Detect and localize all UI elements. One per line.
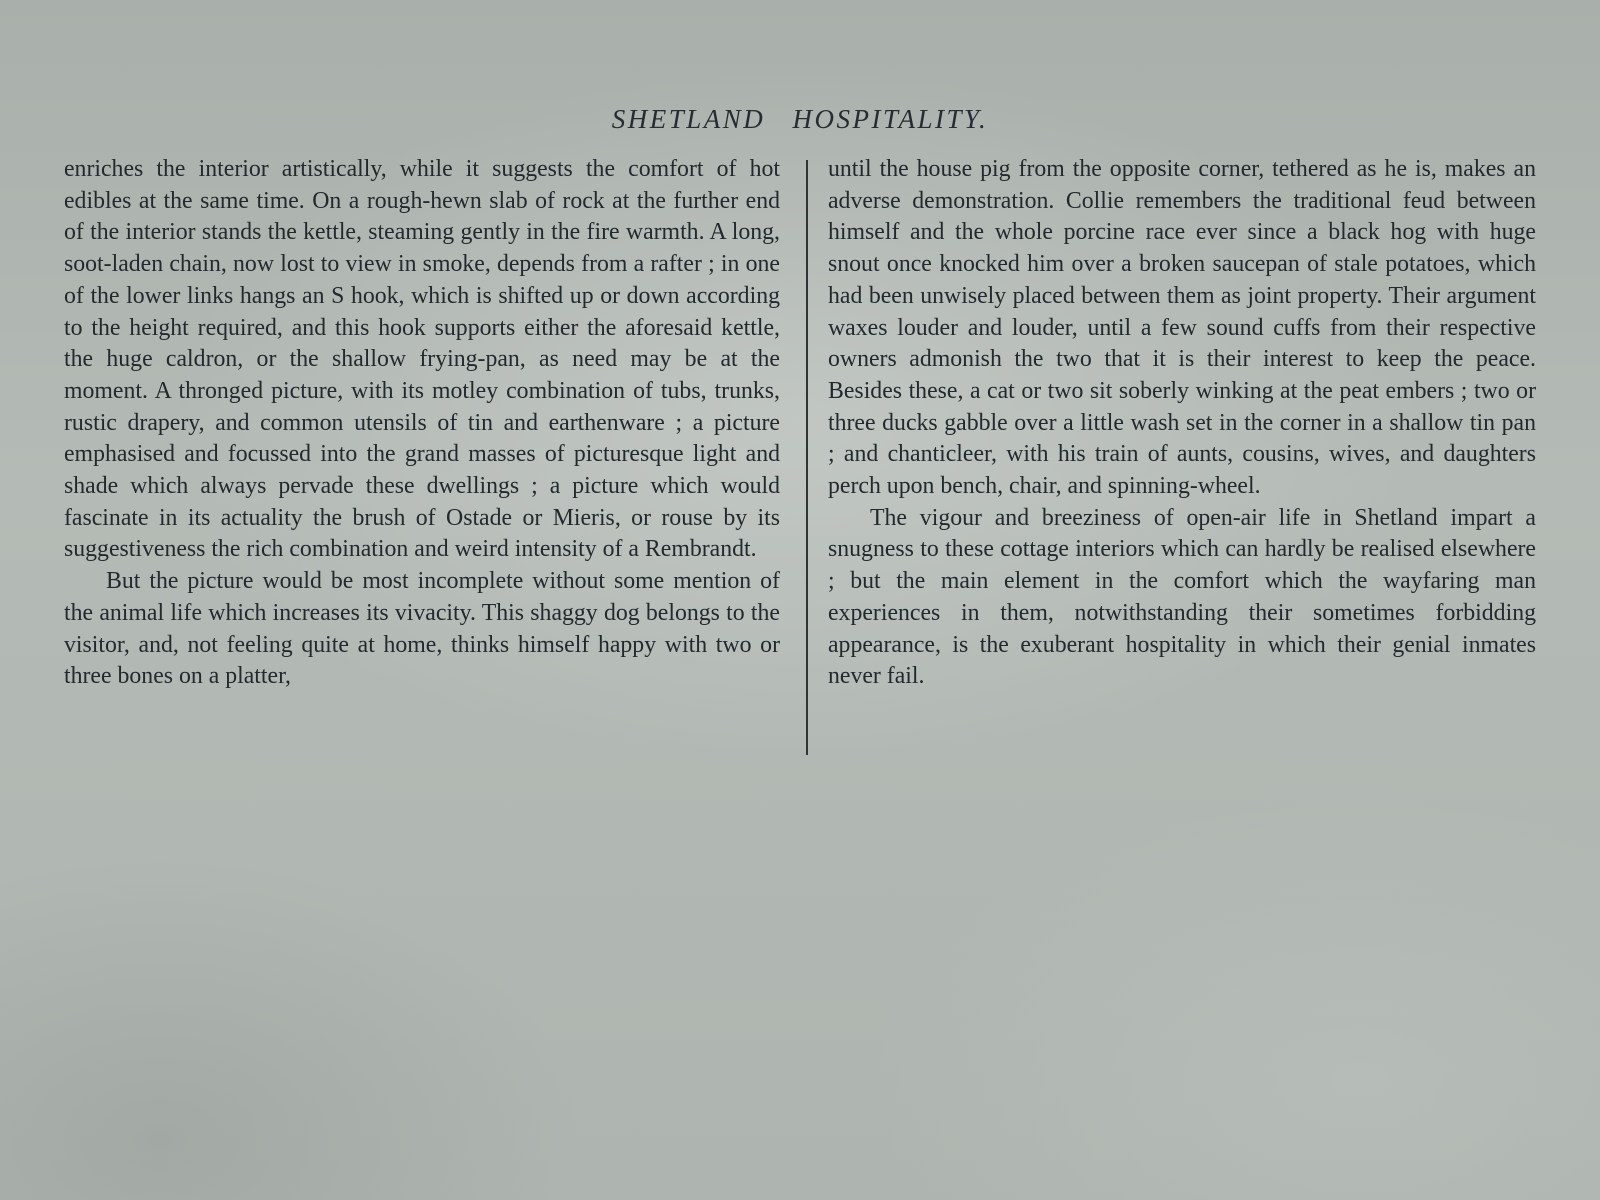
paragraph: But the picture would be most incomplete without some mention of the animal life which increases its vivacity. This shaggy dog belongs to the visitor, and, not feeling quite at home, thinks himself happy with two or three bones on a platter, bbox=[64, 568, 780, 690]
running-head: SHETLAND HOSPITALITY. bbox=[611, 104, 989, 134]
paragraph: until the house pig from the opposite corner, tethered as he is, makes an adverse demonstration. Collie remembers the traditional feud between himself and the whole porcine race ever since a black hog with huge snout once knocked him over a broken saucepan of stale potatoes, which had been unwisely placed between them as joint property. Their argument waxes louder and louder, until a few sound cuffs from their respective owners admonish the two that it is their interest to keep the peace. Besides these, a cat or two sit soberly winking at the peat embers ; two or three ducks gabble over a little wash set in the corner in a shallow tin pan ; and chanticleer, with his train of aunts, cousins, wives, and daughters perch upon bench, chair, and spinning-wheel. bbox=[828, 156, 1536, 500]
paragraph: The vigour and breeziness of open-air life in Shetland impart a snugness to these cottage interiors which can hardly be realised elsewhere ; but the main element in the comfort which the wayfaring man experiences in them, notwithstanding their sometimes forbidding appearance, is the exuberant hospitality in which their genial inmates never fail. bbox=[828, 504, 1536, 690]
column-divider bbox=[806, 160, 808, 755]
paragraph: enriches the interior artistically, while it suggests the comfort of hot edibles at the same time. On a rough-hewn slab of rock at the further end of the interior stands the kettle, steaming gently in the fire warmth. A long, soot-laden chain, now lost to view in smoke, depends from a rafter ; in one of the lower links hangs an S hook, which is shifted up or down according to the height required, and this hook supports either the aforesaid kettle, the huge caldron, or the shallow frying-pan, as need may be at the moment. A thronged picture, with its motley combination of tubs, trunks, rustic drapery, and common utensils of tin and earthenware ; a picture emphasised and focussed into the grand masses of picturesque light and shade which always pervade these dwellings ; a picture which would fascinate in its actuality the brush of Ostade or Mieris, or rouse by its suggestiveness the rich combination and weird intensity of a Rembrandt. bbox=[64, 156, 780, 563]
right-column bbox=[828, 154, 1536, 693]
left-column bbox=[64, 154, 780, 693]
